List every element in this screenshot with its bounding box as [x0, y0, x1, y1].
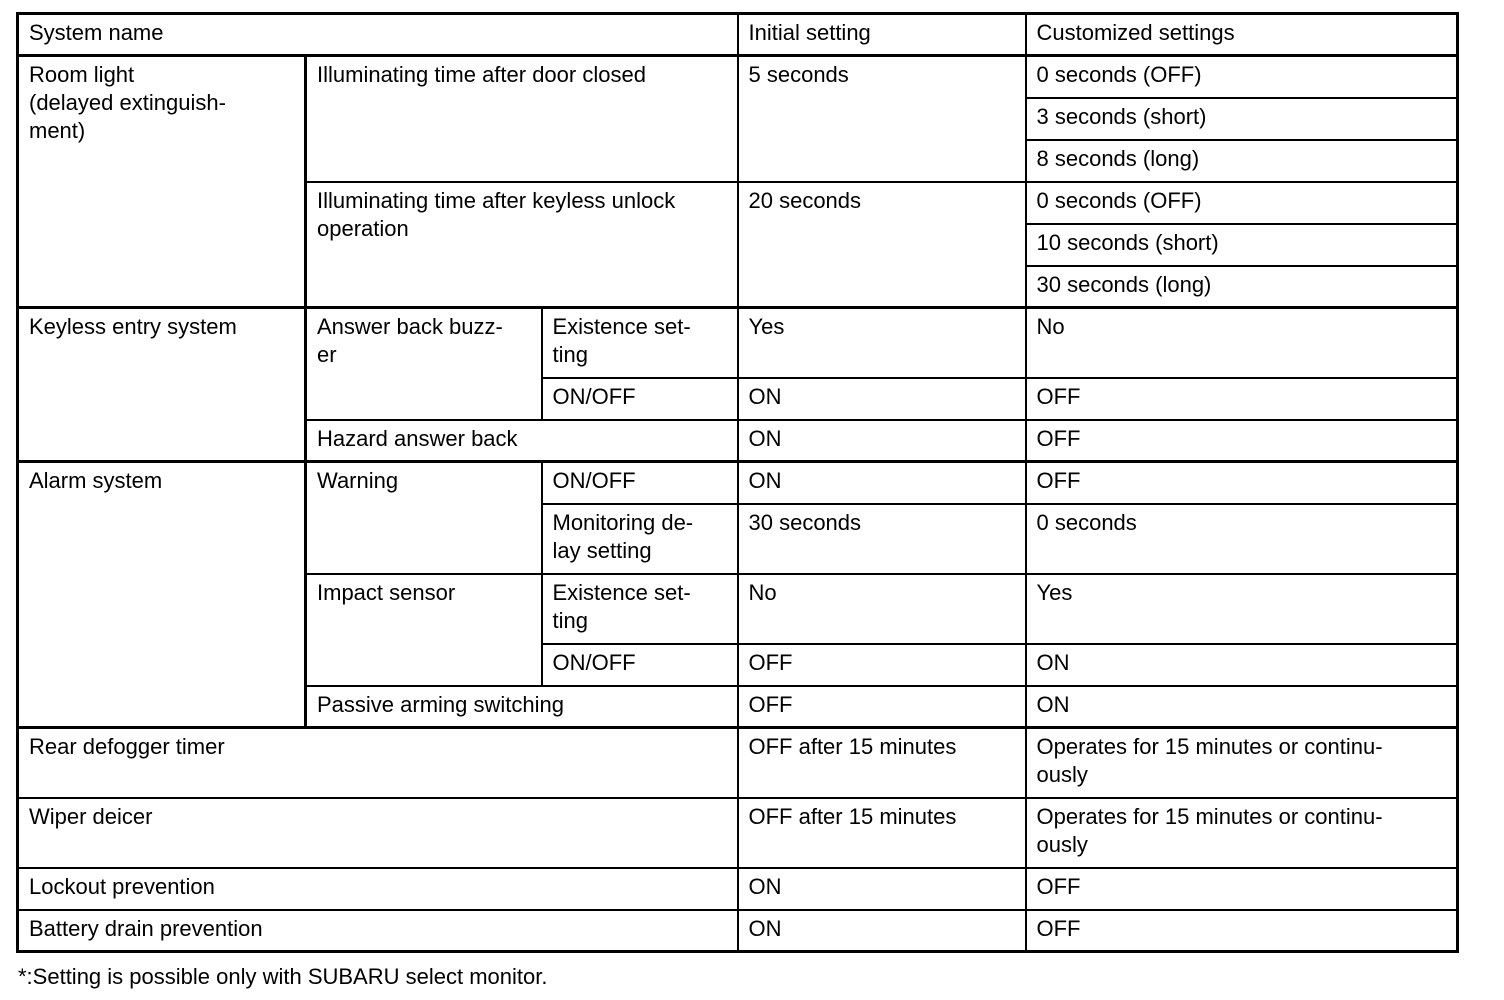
room-light-system: Room light (delayed extinguish- ment) — [18, 56, 306, 308]
alarm-system: Alarm system — [18, 462, 306, 728]
keyless-unlock-item: Illuminating time after keyless unlock operation — [306, 182, 738, 308]
buzzer-existence-initial: Yes — [738, 308, 1026, 378]
battery-drain-system: Battery drain prevention — [18, 910, 738, 952]
rear-defogger-system: Rear defogger timer — [18, 728, 738, 798]
lockout-prevention-system: Lockout prevention — [18, 868, 738, 910]
keyless-unlock-initial: 20 seconds — [738, 182, 1026, 308]
monitoring-delay-custom: 0 seconds — [1026, 504, 1458, 574]
impact-existence-custom: Yes — [1026, 574, 1458, 644]
table-row — [18, 910, 1458, 952]
table-row — [18, 56, 1458, 98]
header-row — [18, 14, 1458, 56]
customization-settings-table — [16, 12, 1459, 953]
keyless-entry-system: Keyless entry system — [18, 308, 306, 462]
impact-existence-setting: Existence set- ting — [542, 574, 738, 644]
table-row — [18, 308, 1458, 378]
table-row — [18, 798, 1458, 868]
warning-onoff-initial: ON — [738, 462, 1026, 504]
impact-onoff-custom: ON — [1026, 644, 1458, 686]
buzzer-existence-custom: No — [1026, 308, 1458, 378]
battery-drain-initial: ON — [738, 910, 1026, 952]
wiper-deicer-custom: Operates for 15 minutes or continu- ously — [1026, 798, 1458, 868]
passive-arming-custom: ON — [1026, 686, 1458, 728]
lockout-prevention-initial: ON — [738, 868, 1026, 910]
rear-defogger-initial: OFF after 15 minutes — [738, 728, 1026, 798]
door-closed-option-1: 0 seconds (OFF) — [1026, 56, 1458, 98]
warning-onoff-setting: ON/OFF — [542, 462, 738, 504]
impact-sensor-item: Impact sensor — [306, 574, 542, 686]
monitoring-delay-initial: 30 seconds — [738, 504, 1026, 574]
table-row — [18, 462, 1458, 504]
battery-drain-custom: OFF — [1026, 910, 1458, 952]
rear-defogger-custom: Operates for 15 minutes or continu- ously — [1026, 728, 1458, 798]
impact-onoff-setting: ON/OFF — [542, 644, 738, 686]
table-row — [18, 728, 1458, 798]
impact-existence-initial: No — [738, 574, 1026, 644]
hazard-answer-back-initial: ON — [738, 420, 1026, 462]
table-row — [18, 868, 1458, 910]
keyless-unlock-option-2: 10 seconds (short) — [1026, 224, 1458, 266]
lockout-prevention-custom: OFF — [1026, 868, 1458, 910]
hazard-answer-back-custom: OFF — [1026, 420, 1458, 462]
monitoring-delay-setting: Monitoring de- lay setting — [542, 504, 738, 574]
header-system-name: System name — [18, 14, 738, 56]
wiper-deicer-initial: OFF after 15 minutes — [738, 798, 1026, 868]
buzzer-onoff-custom: OFF — [1026, 378, 1458, 420]
buzzer-onoff-setting: ON/OFF — [542, 378, 738, 420]
passive-arming-initial: OFF — [738, 686, 1026, 728]
header-initial-setting: Initial setting — [738, 14, 1026, 56]
header-customized-settings: Customized settings — [1026, 14, 1458, 56]
hazard-answer-back-item: Hazard answer back — [306, 420, 738, 462]
answer-back-buzzer-item: Answer back buzz- er — [306, 308, 542, 420]
door-closed-initial: 5 seconds — [738, 56, 1026, 182]
keyless-unlock-option-3: 30 seconds (long) — [1026, 266, 1458, 308]
keyless-unlock-option-1: 0 seconds (OFF) — [1026, 182, 1458, 224]
warning-onoff-custom: OFF — [1026, 462, 1458, 504]
passive-arming-item: Passive arming switching — [306, 686, 738, 728]
door-closed-item: Illuminating time after door closed — [306, 56, 738, 182]
door-closed-option-2: 3 seconds (short) — [1026, 98, 1458, 140]
footnote: *:Setting is possible only with SUBARU select monitor. — [18, 964, 548, 989]
door-closed-option-3: 8 seconds (long) — [1026, 140, 1458, 182]
buzzer-onoff-initial: ON — [738, 378, 1026, 420]
buzzer-existence-setting: Existence set- ting — [542, 308, 738, 378]
wiper-deicer-system: Wiper deicer — [18, 798, 738, 868]
warning-item: Warning — [306, 462, 542, 574]
impact-onoff-initial: OFF — [738, 644, 1026, 686]
